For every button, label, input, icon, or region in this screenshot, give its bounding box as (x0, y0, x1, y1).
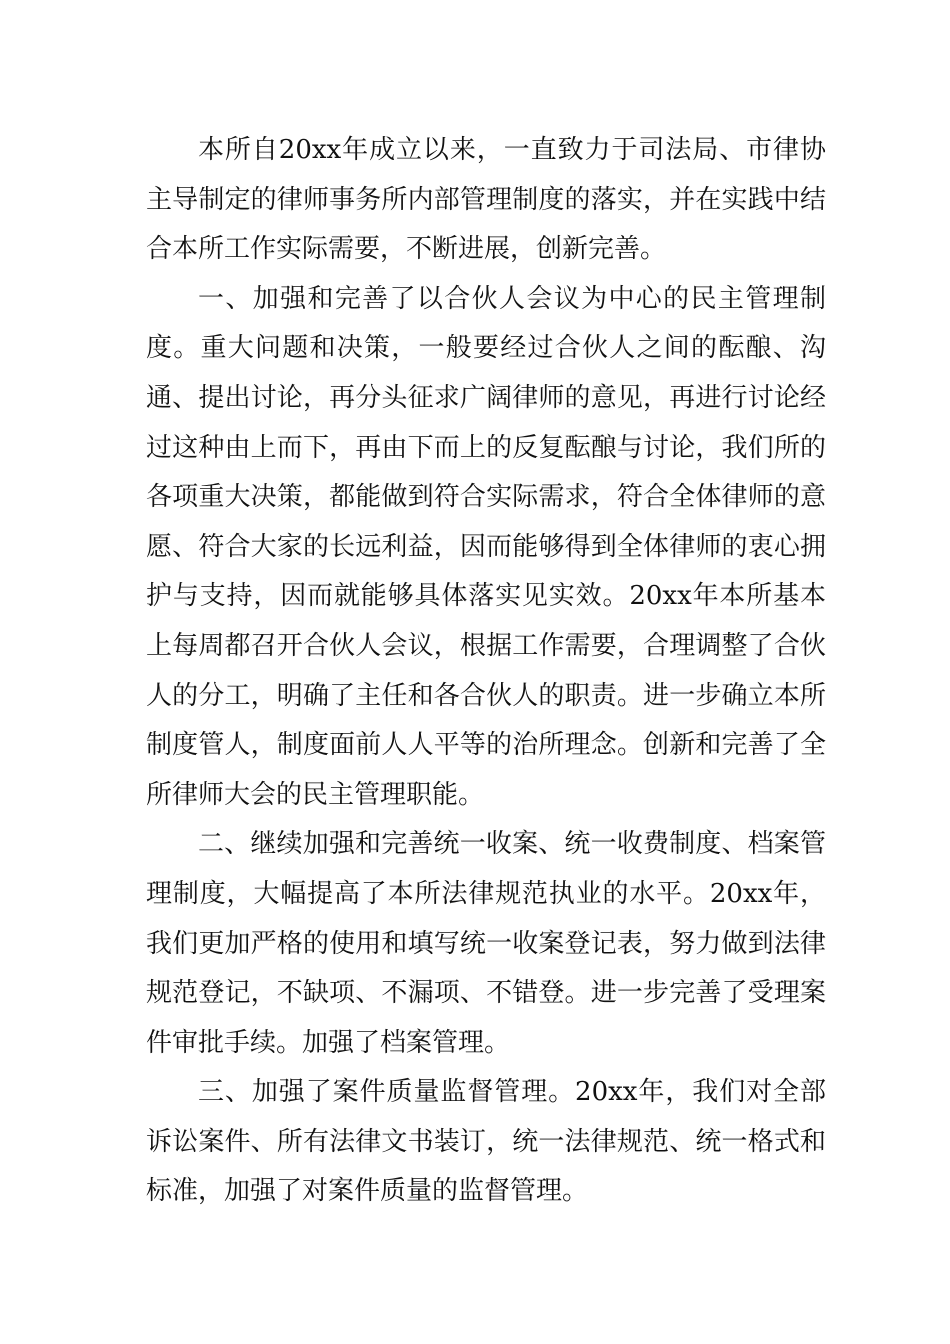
paragraph-section-3: 三、加强了案件质量监督管理。20xx年，我们对全部诉讼案件、所有法律文书装订，统一法律规范、统一格式和标准，加强了对案件质量的监督管理。 (146, 1077, 826, 1207)
paragraph-intro: 本所自20xx年成立以来，一直致力于司法局、市律协主导制定的律师事务所内部管理制度的落实，并在实践中结合本所工作实际需要，不断进展，创新完善。 (146, 135, 826, 265)
paragraph-section-1: 一、加强和完善了以合伙人会议为中心的民主管理制度。重大问题和决策，一般要经过合伙人之间的酝酿、沟通、提出讨论，再分头征求广阔律师的意见，再进行讨论经过这种由上而下，再由下而上的反复酝酿与讨论，我们所的各项重大决策，都能做到符合实际需求，符合全体律师的意愿、符合大家的长远利益，因而能够得到全体律师的衷心拥护与支持，因而就能够具体落实见实效。20xx年本所基本上每周都召开合伙人会议，根据工作需要，合理调整了合伙人的分工，明确了主任和各合伙人的职责。进一步确立本所制度管人，制度面前人人平等的治所理念。创新和完善了全所律师大会的民主管理职能。 (146, 283, 826, 810)
paragraph-section-2: 二、继续加强和完善统一收案、统一收费制度、档案管理制度，大幅提高了本所法律规范执业的水平。20xx年，我们更加严格的使用和填写统一收案登记表，努力做到法律规范登记，不缺项、不漏项、不错登。进一步完善了受理案件审批手续。加强了档案管理。 (146, 829, 826, 1058)
document-body (146, 126, 826, 1217)
